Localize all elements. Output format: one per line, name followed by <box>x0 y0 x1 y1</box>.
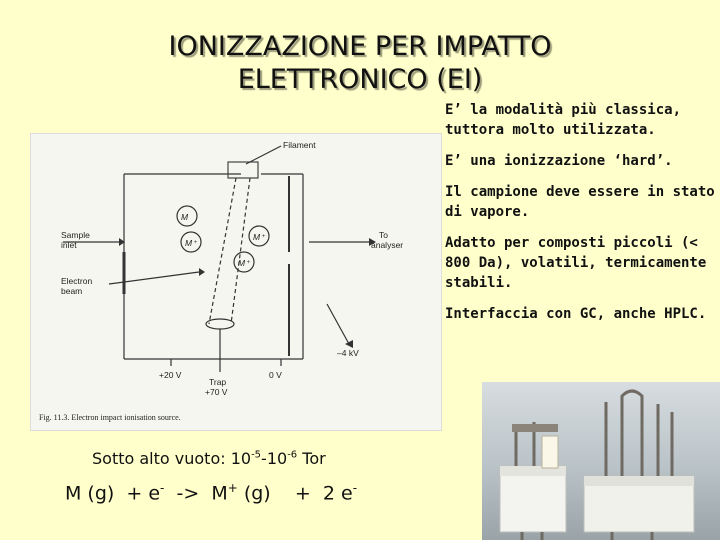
label-20v: +20 V <box>159 370 182 380</box>
label-trap-1: Trap <box>209 377 227 387</box>
bullet-4: Adatto per composti piccoli (< 800 Da), volatili, termicamente stabili. <box>445 235 707 291</box>
label-to-1: To <box>379 230 388 240</box>
title-line-1: IONIZZAZIONE PER IMPATTO <box>168 31 552 62</box>
diagram-svg <box>31 134 441 430</box>
reaction-part-1: M (g) + e <box>65 482 161 505</box>
vacuum-suffix: Tor <box>297 449 326 468</box>
beam-left <box>209 178 236 324</box>
ion-source-photo <box>482 382 720 540</box>
ei-source-diagram <box>30 133 442 431</box>
title-line-2: ELETTRONICO (EI) <box>237 64 483 95</box>
slide-title <box>0 30 720 96</box>
ionization-reaction <box>65 481 357 504</box>
rod-loop-1 <box>622 391 642 476</box>
reaction-sup-1: - <box>160 481 165 495</box>
reaction-part-3: (g) + 2 e <box>237 482 353 505</box>
4kv-arrowhead <box>345 340 353 348</box>
label-0v: 0 V <box>269 370 282 380</box>
photo-illustration <box>482 382 720 540</box>
reaction-sup-3: - <box>352 481 358 495</box>
label-beam-1: Electron <box>61 276 93 286</box>
reaction-sup-2: + <box>227 481 238 495</box>
label-sample-1: Sample <box>61 230 90 240</box>
label-4kv: –4 kV <box>337 348 359 358</box>
label-sample-2: inlet <box>61 240 77 250</box>
vacuum-mid: -10 <box>261 449 288 468</box>
ceramic-cylinder <box>542 436 558 468</box>
filament-pointer <box>246 146 281 164</box>
label-m-plus-3: M⁺ <box>238 258 250 268</box>
bullet-list <box>445 100 715 335</box>
ceramic-block-right-top <box>584 476 694 486</box>
beam-right <box>231 178 250 324</box>
trap-electrode <box>206 319 234 329</box>
label-m: M <box>181 212 189 222</box>
vacuum-exp-2: -6 <box>287 449 298 461</box>
bullet-2: E’ una ionizzazione ‘hard’. <box>445 153 673 169</box>
bullet-1: E’ la modalità più classica, tuttora molto utilizzata. <box>445 102 682 138</box>
label-filament: Filament <box>283 140 316 150</box>
label-m-plus-2: M⁺ <box>253 232 265 242</box>
lead-4kv <box>327 304 349 344</box>
vacuum-exp-1: -5 <box>251 449 262 461</box>
filament-housing <box>228 162 258 178</box>
metal-bracket <box>512 424 558 432</box>
label-to-2: analyser <box>371 240 404 250</box>
vacuum-condition <box>92 449 326 468</box>
bullet-5: Interfaccia con GC, anche HPLC. <box>445 306 707 322</box>
label-beam-2: beam <box>61 286 83 296</box>
bullet-3: Il campione deve essere in stato di vapore. <box>445 184 715 220</box>
vacuum-prefix: Sotto alto vuoto: 10 <box>92 449 252 468</box>
label-m-plus-1: M⁺ <box>185 238 197 248</box>
figure-caption: Fig. 11.3. Electron impact ionisation source. <box>39 413 181 422</box>
reaction-part-2: -> M <box>164 482 228 505</box>
beam-arrowhead <box>199 268 205 276</box>
label-trap-2: +70 V <box>205 387 228 397</box>
